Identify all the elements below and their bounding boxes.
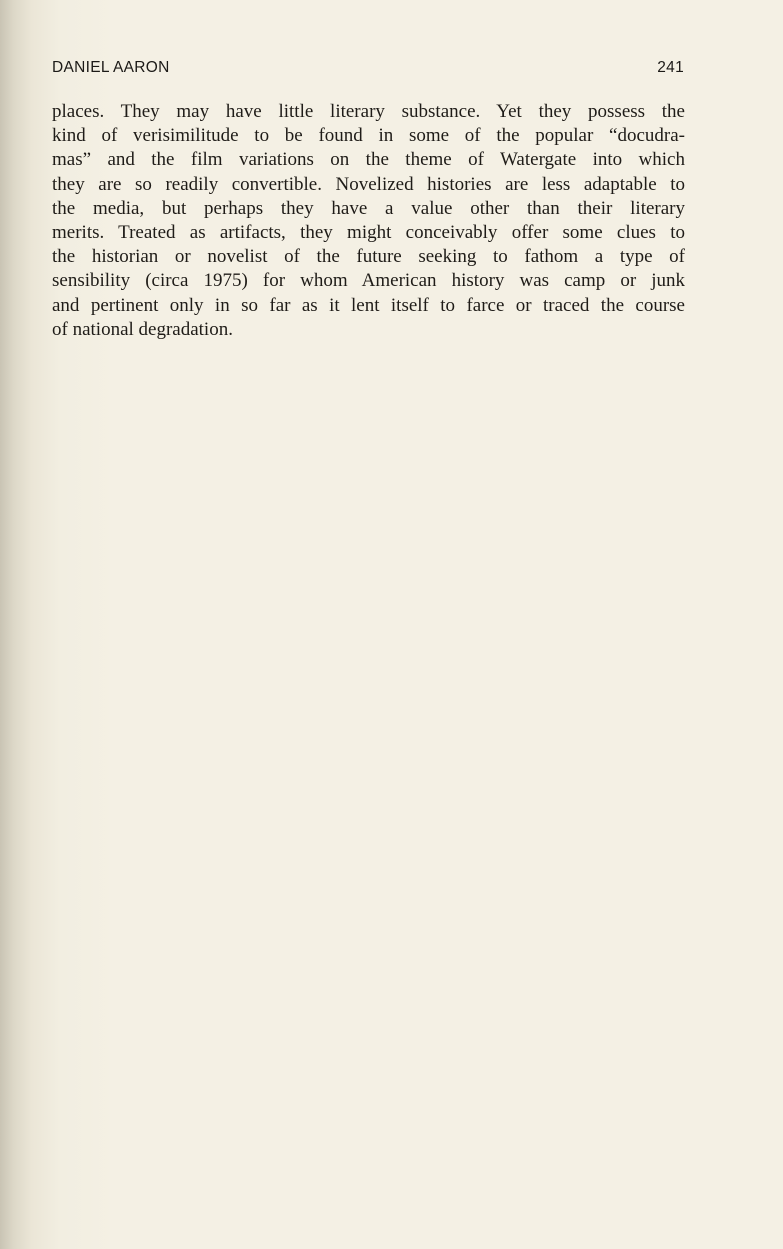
running-header <box>52 59 684 81</box>
running-head-author: DANIEL AARON <box>52 59 170 76</box>
text-line: the media, but perhaps they have a value other than their literary <box>52 197 685 219</box>
page-number: 241 <box>657 59 684 76</box>
body-paragraph <box>52 100 685 342</box>
text-line-last: of national degradation. <box>52 318 233 340</box>
text-line: the historian or novelist of the future seeking to fathom a type of <box>52 246 685 268</box>
text-line: kind of verisimilitude to be found in some of the popular “docudra- <box>52 125 685 147</box>
text-line: and pertinent only in so far as it lent itself to farce or traced the course <box>52 294 685 316</box>
text-line: sensibility (circa 1975) for whom American history was camp or junk <box>52 270 685 292</box>
text-line: merits. Treated as artifacts, they might conceivably offer some clues to <box>52 221 685 243</box>
text-line: they are so readily convertible. Novelized histories are less adaptable to <box>52 173 685 195</box>
text-line: mas” and the film variations on the theme of Watergate into which <box>52 149 685 171</box>
text-line: places. They may have little literary substance. Yet they possess the <box>52 101 685 122</box>
